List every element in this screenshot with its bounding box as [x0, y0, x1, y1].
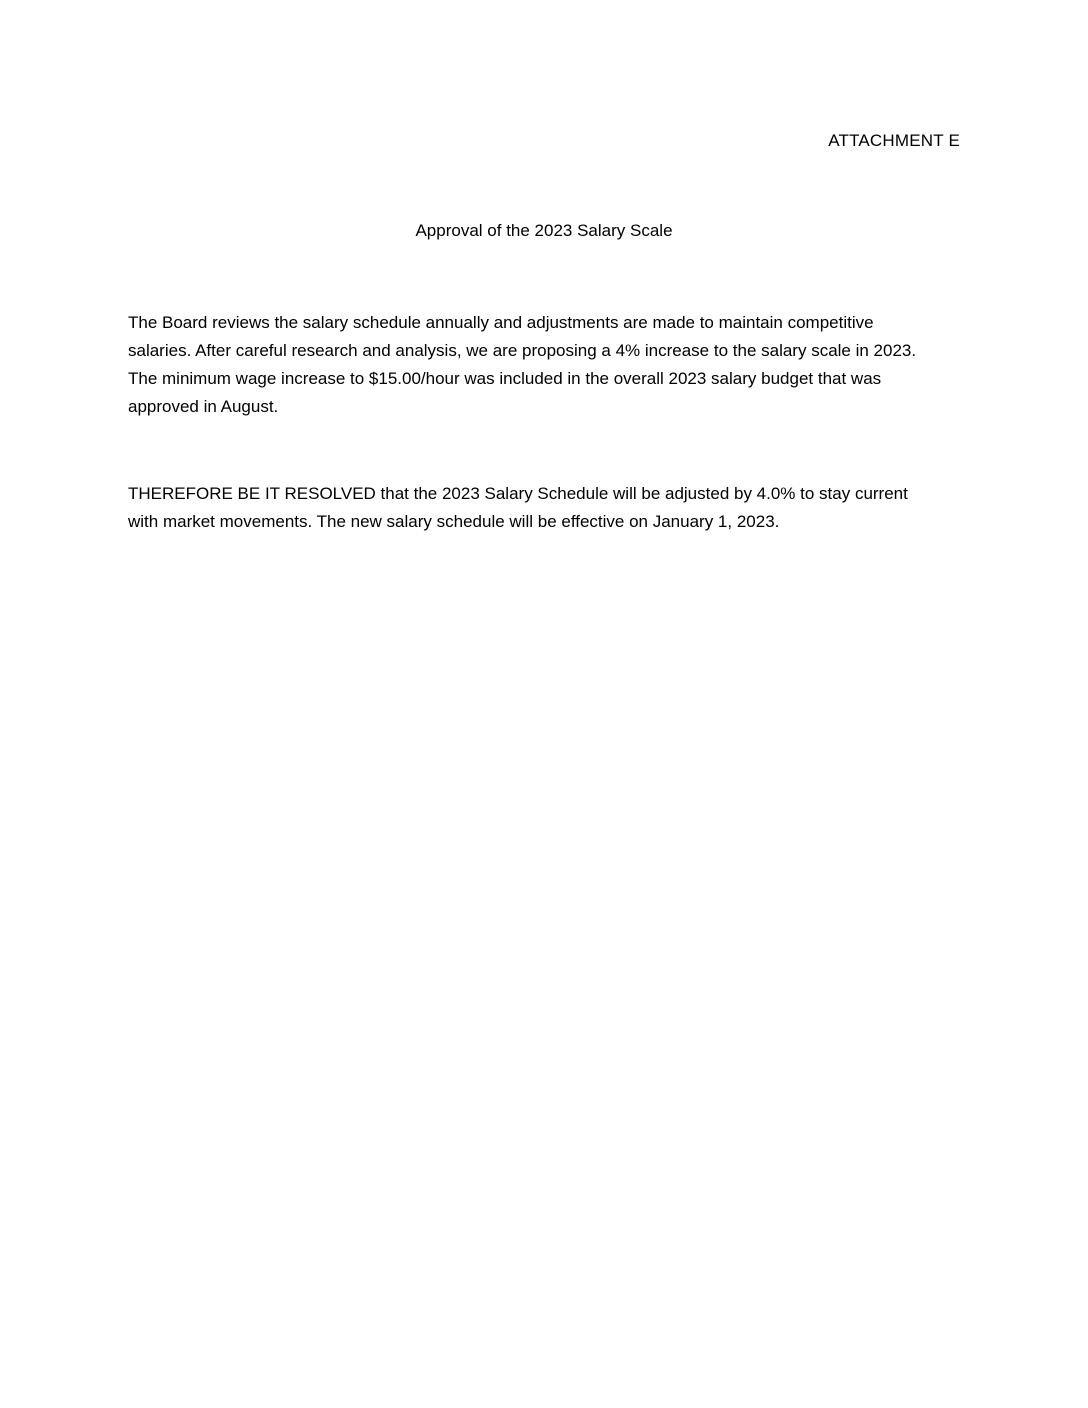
- resolution-paragraph: [128, 480, 958, 536]
- intro-paragraph: [128, 309, 958, 421]
- paragraph-line: approved in August.: [128, 397, 279, 416]
- paragraph-line: The Board reviews the salary schedule annually and adjustments are made to maintain competitive: [128, 313, 874, 332]
- paragraph-line: with market movements. The new salary schedule will be effective on January 1, 2023.: [128, 512, 780, 531]
- paragraph-line: The minimum wage increase to $15.00/hour was included in the overall 2023 salary budget that was: [128, 369, 882, 388]
- paragraph-line: salaries. After careful research and analysis, we are proposing a 4% increase to the salary scale in 2023.: [128, 341, 917, 360]
- document-title: Approval of the 2023 Salary Scale: [415, 221, 673, 240]
- paragraph-line: THEREFORE BE IT RESOLVED that the 2023 Salary Schedule will be adjusted by 4.0% to stay current: [128, 484, 908, 503]
- attachment-label: ATTACHMENT E: [828, 131, 960, 150]
